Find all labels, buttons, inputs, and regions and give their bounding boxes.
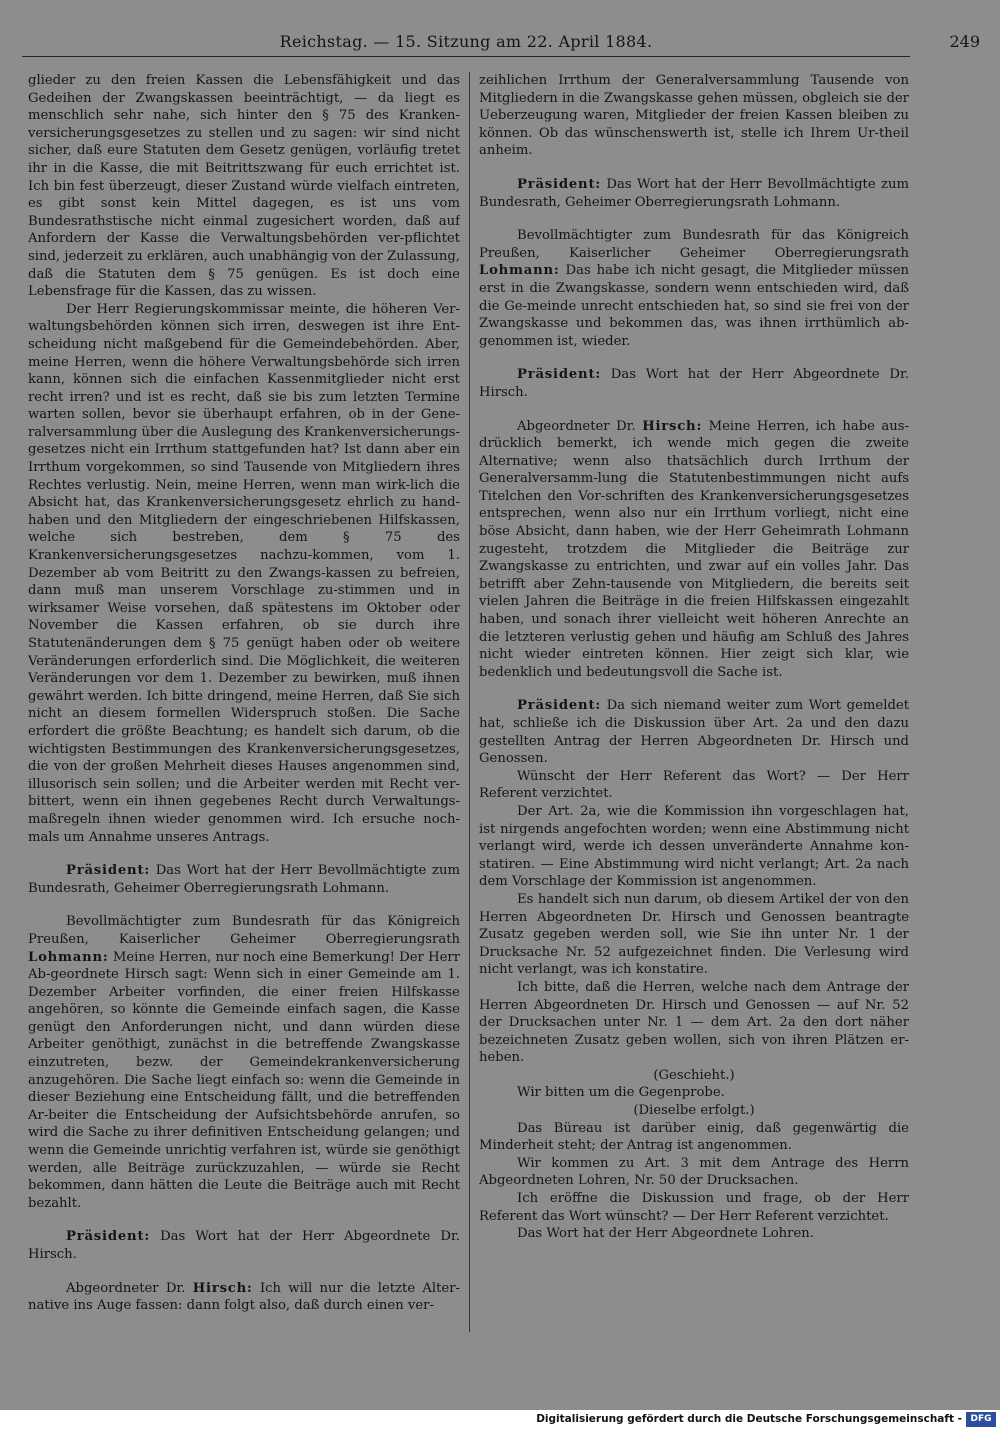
paragraph	[479, 1120, 909, 1155]
running-title: Reichstag. — 15. Sitzung am 22. April 1884.	[279, 32, 653, 51]
paragraph-text: Das Wort hat der Herr Bevollmächtigte zum Bundesrath, Geheimer Oberregierungsrath Lohmann.	[479, 176, 909, 210]
speaker-name: Präsident:	[66, 863, 151, 879]
paragraph-text: Der Art. 2a, wie die Kommission ihn vorgeschlagen hat, ist nirgends angefochten worden; wenn eine Abstimmung nicht verlangt wird, werde ich dessen unveränderte Annahme kon-statiren. — Eine Abstimmung wird nicht verlangt; Art. 2a nach dem Vorschlage der Kommission ist angenommen.	[479, 803, 909, 890]
speech-paragraph	[28, 1228, 460, 1263]
paragraph-continued	[479, 72, 909, 160]
paragraph-text: (Dieselbe erfolgt.)	[633, 1103, 755, 1119]
paragraph-text: Wünscht der Herr Referent das Wort? — Der Herr Referent verzichtet.	[479, 768, 909, 802]
paragraph-text: Wir kommen zu Art. 3 mit dem Antrage des Herrn Abgeordneten Lohren, Nr. 50 der Drucksachen.	[479, 1155, 909, 1189]
paragraph	[479, 891, 909, 979]
paragraph-text: Meine Herren, ich habe aus-drücklich bemerkt, ich wende mich gegen die zweite Alternative; wenn also thatsächlich durch Irrthum der Generalversamm-lung die Statutenbestimmungen nicht aufs Titelchen den Vor-schriften des Krankenversicherungsgesetzes entsprechen, wenn also nur ein Irrthum vorliegt, nicht eine böse Absicht, dann haben, wie der Herr Geheimrath Lohmann zugesteht, trotzdem die Mitglieder die Beiträge zur Zwangskasse zu entrichten, und zwar auf ein volles Jahr. Das betrifft aber Zehn-tausende von Mitgliedern, die bereits seit vielen Jahren die Beiträge in die freien Hilfskassen eingezahlt haben, und sonach ihrer vielleicht weit höheren Anrechte an die letzteren verlustig gehen und häufig am Schluß des Jahres nicht wieder eintreten können. Hier zeigt sich klar, wie bedenklich und bedeutungsvoll die Sache ist.	[479, 418, 909, 680]
paragraph	[479, 979, 909, 1067]
page-number: 249	[949, 32, 980, 51]
footer	[0, 1410, 1000, 1432]
speech-paragraph	[479, 227, 909, 350]
paragraph	[28, 301, 460, 846]
speaker-title: Bevollmächtigter zum Bundesrath für das Königreich Preußen, Kaiserlicher Geheimer Oberregierungsrath	[28, 914, 460, 947]
dfg-logo: DFG	[966, 1412, 996, 1427]
procedural-note	[479, 1067, 909, 1085]
paragraph	[479, 1190, 909, 1225]
paragraph	[479, 1155, 909, 1190]
paragraph	[479, 768, 909, 803]
paragraph-text: Da sich niemand weiter zum Wort gemeldet hat, schließe ich die Diskussion über Art. 2a und den dazu gestellten Antrag der Herren Abgeordneten Dr. Hirsch und Genossen.	[479, 698, 909, 767]
column-divider	[469, 72, 470, 1332]
paragraph-text: Das habe ich nicht gesagt, die Mitglieder müssen erst in die Zwangskasse, sondern wenn entschieden wird, daß die Ge-meinde unrecht entschieden hat, so sind sie frei von der Zwangskasse und bekommen das, was ihnen irrthümlich ab-genommen ist, wieder.	[479, 263, 909, 349]
page-header	[22, 30, 980, 57]
paragraph-text: (Geschieht.)	[653, 1067, 735, 1083]
speaker-name: Hirsch:	[642, 418, 703, 434]
paragraph-text: Der Herr Regierungskommissar meinte, die höheren Ver-waltungsbehörden können sich irren, deswegen ist ihre Ent-scheidung nicht maßgebend für die Gemeindebehörden. Aber, meine Herren, wenn die höhere Verwaltungsbehörde sich irren kann, können sich die einfachen Kassenmitglieder nicht erst recht irren? und ist es recht, daß sie bis zum letzten Termine warten sollen, bevor sie überhaupt erfahren, ob in der Gene-ralversammlung über die Auslegung des Krankenversicherungs-gesetzes nicht ein Irrthum stattgefunden hat? Ist dann aber ein Irrthum vorgekommen, so sind Tausende von Mitgliedern ihres Rechtes verlustig. Nein, meine Herren, wenn man wirk-lich die Absicht hat, das Krankenversicherungsgesetz ehrlich zu hand-haben und den Mitgliedern der eingeschriebenen Hilfskassen, welche sich bestreben, dem § 75 des Krankenversicherungsgesetzes nachzu-kommen, vom 1. Dezember ab vom Beitritt zu den Zwangs-kassen zu befreien, dann muß man unserem Vorschlage zu-stimmen und in wirksamer Weise vorsehen, daß spätestens im Oktober oder November die Kassen erfahren, ob sie durch ihre Statutenänderungen dem § 75 genügt haben oder ob weitere Veränderungen erforderlich sind. Die Möglichkeit, die weiteren Veränderungen vor dem 1. Dezember zu bewirken, muß ihnen gewährt werden. Ich bitte dringend, meine Herren, daß Sie sich nicht an diesem formellen Widerspruch stoßen. Die Sache erfordert die größte Beachtung; es handelt sich darum, ob die wichtigsten Bestimmungen des Krankenversicherungsgesetzes, die von der großen Mehrheit dieses Hauses angenommen sind, illusorisch sein sollen; und die Arbeiter werden mit Recht ver-bittert, wenn ein ihnen gegebenes Recht durch Verwaltungs-maßregeln ihnen wieder genommen wird. Ich ersuche noch-mals um Annahme unseres Antrags.	[28, 301, 460, 845]
speech-paragraph	[28, 862, 460, 897]
paragraph-text: Ich eröffne die Diskussion und frage, ob der Herr Referent das Wort wünscht? — Der Herr Referent verzichtet.	[479, 1191, 909, 1224]
speech-paragraph	[28, 913, 460, 1212]
paragraph-text: glieder zu den freien Kassen die Lebensfähigkeit und das Gedeihen der Zwangskassen beeinträchtigt, — da liegt es menschlich sehr nahe, sich hinter den § 75 des Kranken-versicherungsgesetzes zu stellen und zu sagen: wir sind nicht sicher, daß eure Statuten dem Gesetz genügen, vorläufig tretet ihr in die Kasse, die mit Beitrittszwang für euch errichtet ist. Ich bin fest überzeugt, dieser Zustand würde vielfach eintreten, es gibt sonst kein Mittel dagegen, es ist uns vom Bundesrathstische nicht einmal zugesichert worden, daß auf Anfordern der Kasse die Verwaltungsbehörden ver-pflichtet sind, jederzeit zu erklären, auch unabhängig von der Zulassung, daß die Statuten dem § 75 genügen. Es ist doch eine Lebensfrage für die Kassen, das zu wissen.	[28, 73, 460, 300]
paragraph	[479, 803, 909, 891]
speech-paragraph	[479, 176, 909, 211]
speech-paragraph	[479, 697, 909, 767]
paragraph-text: Das Wort hat der Herr Abgeordnete Lohren.	[517, 1226, 814, 1242]
speaker-name: Lohmann:	[28, 949, 109, 965]
paragraph	[479, 1084, 909, 1102]
paragraph-text: Das Wort hat der Herr Abgeordnete Dr. Hirsch.	[479, 367, 909, 400]
paragraph	[479, 1225, 909, 1243]
paragraph-text: Das Wort hat der Herr Bevollmächtigte zum Bundesrath, Geheimer Oberregierungsrath Lohmann.	[28, 863, 460, 896]
speaker-title: Abgeordneter Dr.	[66, 1280, 193, 1296]
paragraph-text: Es handelt sich nun darum, ob diesem Artikel der von den Herren Abgeordneten Dr. Hirsch und Genossen beantragte Zusatz gegeben werden soll, wie Sie ihn unter Nr. 1 der Drucksache Nr. 52 aufgezeichnet finden. Die Verlesung wird nicht verlangt, was ich konstatire.	[479, 891, 909, 978]
speech-paragraph	[28, 1280, 460, 1315]
speech-paragraph	[479, 366, 909, 401]
paragraph-continued	[28, 72, 460, 301]
paragraph-text: Meine Herren, nur noch eine Bemerkung! Der Herr Ab-geordnete Hirsch sagt: Wenn sich in einer Gemeinde am 1. Dezember Arbeiter vorfinden, die einer freien Hilfskasse angehören, so könnte die Gemeinde einfach sagen, die Kasse genügt den Anforderungen nicht, und dann würden diese Arbeiter genöthigt, zunächst in die betreffende Zwangskasse einzutreten, bezw. der Gemeindekrankenversicherung anzugehören. Die Sache liegt einfach so: wenn die Gemeinde in dieser Beziehung eine Entscheidung fällt, und die betreffenden Ar-beiter die Entscheidung der Aufsichtsbehörde anrufen, so wird die Sache zu ihrer definitiven Entscheidung gelangen; und wenn die Gemeinde unrichtig verfahren ist, würde sie genöthigt werden, alle Beiträge zurückzuzahlen, — würde sie Recht bekommen, dann hätten die Leute die Beiträge auch mit Recht bezahlt.	[28, 949, 460, 1211]
speaker-name: Präsident:	[517, 176, 602, 192]
paragraph-text: Ich bitte, daß die Herren, welche nach dem Antrage der Herren Abgeordneten Dr. Hirsch und Genossen — auf Nr. 52 der Drucksachen unter Nr. 1 — dem Art. 2a den dort näher bezeichneten Zusatz geben wollen, sich von ihren Plätzen er-heben.	[479, 979, 909, 1066]
left-column	[28, 72, 460, 1350]
speaker-name: Präsident:	[66, 1229, 151, 1245]
paragraph-text: Das Wort hat der Herr Abgeordnete Dr. Hirsch.	[28, 1229, 460, 1262]
funding-credit: Digitalisierung gefördert durch die Deutsche Forschungsgemeinschaft -	[536, 1413, 962, 1425]
paragraph-text: Das Büreau ist darüber einig, daß gegenwärtig die Minderheit steht; der Antrag ist angenommen.	[479, 1120, 909, 1154]
speaker-title: Abgeordneter Dr.	[517, 418, 643, 434]
speaker-name: Präsident:	[517, 698, 602, 714]
speaker-title: Bevollmächtigter zum Bundesrath für das Königreich Preußen, Kaiserlicher Geheimer Oberregierungsrath	[479, 228, 909, 261]
speaker-name: Präsident:	[517, 367, 602, 383]
speaker-name: Lohmann:	[479, 263, 560, 279]
speaker-name: Hirsch:	[192, 1280, 253, 1296]
paragraph-text: zeihlichen Irrthum der Generalversammlung Tausende von Mitgliedern in die Zwangskasse gehen müssen, obgleich sie der Ueberzeugung waren, Mitglieder der freien Kassen bleiben zu können. Ob das wünschenswerth ist, stelle ich Ihrem Ur-theil anheim.	[479, 73, 909, 159]
paragraph-text: Wir bitten um die Gegenprobe.	[517, 1085, 725, 1101]
right-column	[479, 72, 909, 1350]
procedural-note	[479, 1102, 909, 1120]
paragraph-text: Ich will nur die letzte Alter-native ins Auge fassen: dann folgt also, daß durch einen ver-	[28, 1280, 460, 1314]
speech-paragraph	[479, 418, 909, 682]
